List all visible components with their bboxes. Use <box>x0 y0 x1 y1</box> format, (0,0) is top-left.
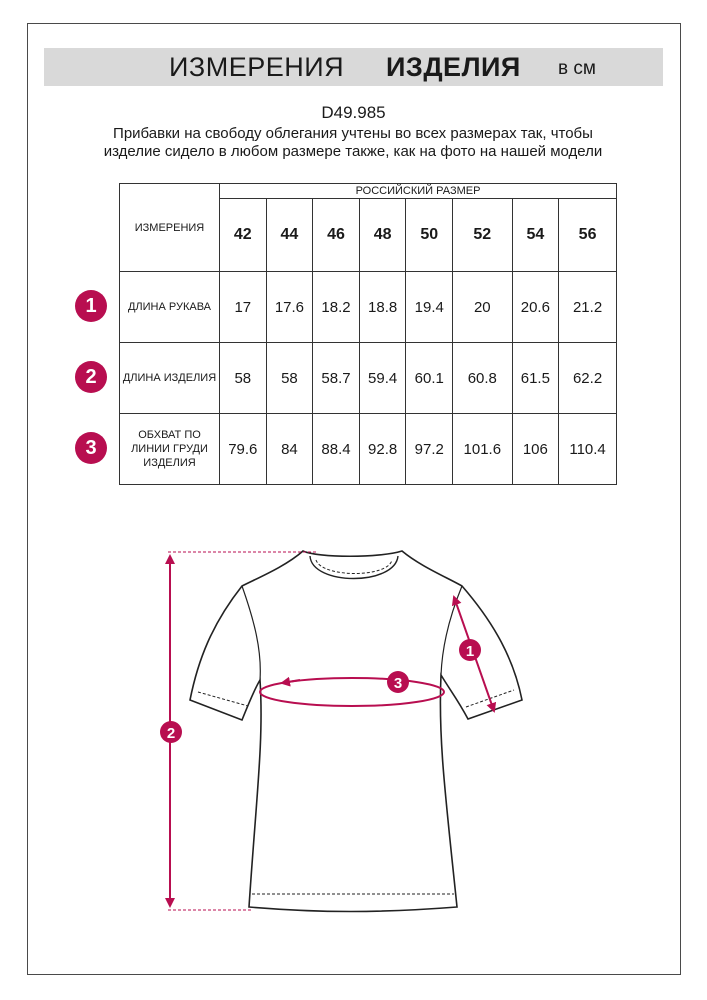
value-cell: 61.5 <box>512 343 559 414</box>
marker-sleeve <box>459 639 481 661</box>
marker-label: 3 <box>393 675 403 692</box>
size-cell: 54 <box>512 199 559 272</box>
value-cell: 62.2 <box>559 343 617 414</box>
value-cell: 20 <box>453 272 512 343</box>
value-cell: 19.4 <box>406 272 453 343</box>
marker-label: 2 <box>166 725 176 742</box>
header-title-part1: ИЗМЕРЕНИЯ <box>169 52 345 82</box>
value-cell: 58 <box>266 343 313 414</box>
header-unit: в см <box>558 58 596 79</box>
size-cell: 42 <box>220 199 267 272</box>
size-cell: 52 <box>453 199 512 272</box>
size-cell: 48 <box>359 199 406 272</box>
row-label: ДЛИНА ИЗДЕЛИЯ <box>120 343 220 414</box>
value-cell: 58.7 <box>313 343 360 414</box>
value-cell: 59.4 <box>359 343 406 414</box>
header-title-part2: ИЗДЕЛИЯ <box>386 52 521 82</box>
value-cell: 17 <box>220 272 267 343</box>
value-cell: 92.8 <box>359 414 406 485</box>
row-number-badge: 3 <box>75 432 107 464</box>
size-cell: 46 <box>313 199 360 272</box>
value-cell: 60.1 <box>406 343 453 414</box>
size-header: РОССИЙСКИЙ РАЗМЕР <box>220 184 617 199</box>
row-number-badge: 2 <box>75 361 107 393</box>
article-number: D49.985 <box>321 103 386 122</box>
row-label: ДЛИНА РУКАВА <box>120 272 220 343</box>
value-cell: 110.4 <box>559 414 617 485</box>
marker-chest <box>387 671 409 693</box>
value-cell: 79.6 <box>220 414 267 485</box>
value-cell: 106 <box>512 414 559 485</box>
marker-length <box>160 721 182 743</box>
size-cell: 44 <box>266 199 313 272</box>
value-cell: 88.4 <box>313 414 360 485</box>
value-cell: 18.8 <box>359 272 406 343</box>
measure-header: ИЗМЕРЕНИЯ <box>120 184 220 272</box>
value-cell: 18.2 <box>313 272 360 343</box>
value-cell: 17.6 <box>266 272 313 343</box>
value-cell: 97.2 <box>406 414 453 485</box>
value-cell: 20.6 <box>512 272 559 343</box>
value-cell: 58 <box>220 343 267 414</box>
marker-label: 1 <box>465 643 475 660</box>
tshirt-outline <box>190 551 522 912</box>
fit-note: Прибавки на свободу облегания учтены во всех размерах так, чтобы изделие сидело в любом размере также, как на фото на нашей модели <box>103 125 603 160</box>
size-cell: 56 <box>559 199 617 272</box>
row-label: ОБХВАТ ПО ЛИНИИ ГРУДИ ИЗДЕЛИЯ <box>120 414 220 485</box>
size-cell: 50 <box>406 199 453 272</box>
row-number-badge: 1 <box>75 290 107 322</box>
value-cell: 84 <box>266 414 313 485</box>
value-cell: 60.8 <box>453 343 512 414</box>
value-cell: 21.2 <box>559 272 617 343</box>
value-cell: 101.6 <box>453 414 512 485</box>
